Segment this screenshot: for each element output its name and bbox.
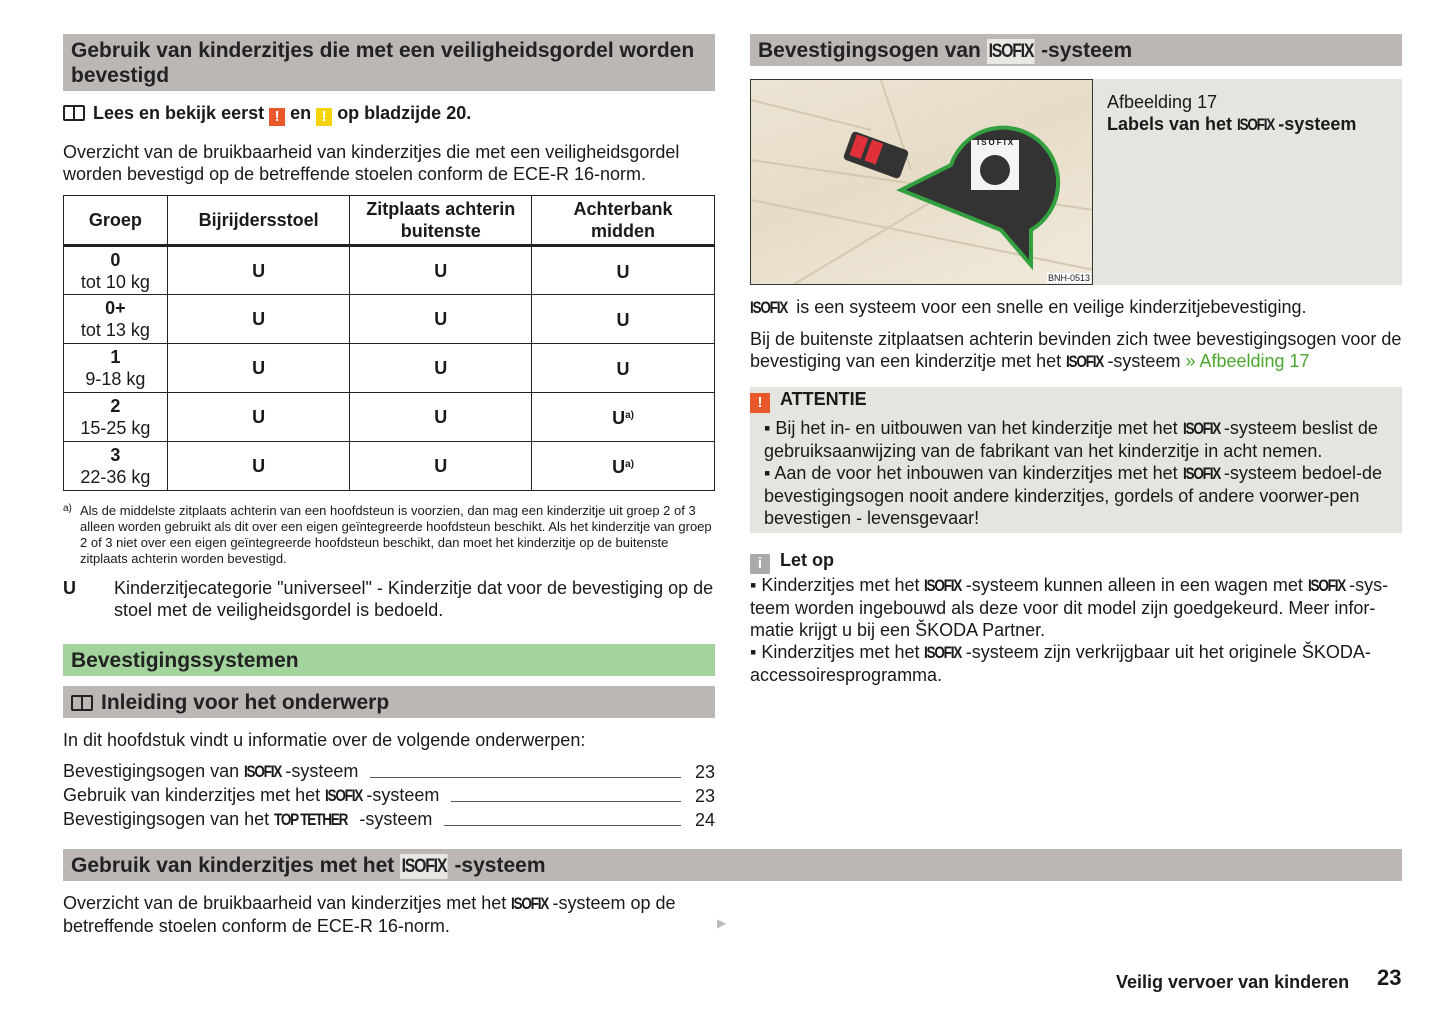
category-cell [350, 393, 532, 442]
category-cell [532, 344, 715, 393]
footnote-ref: a) [625, 459, 634, 470]
toc-text: Bevestigingsogen van [63, 761, 245, 781]
text: Kinderzitjes met het [761, 642, 925, 662]
warning-icon: ! [269, 108, 285, 126]
category-cell [350, 442, 532, 491]
table-row [64, 295, 715, 344]
text: Bij de buitenste zitplaatsen achterin bevinden zich twee bevestigingsogen voor de bevestiging van een kinderzitje met het [750, 329, 1402, 371]
continue-arrow-icon: ▶ [717, 916, 727, 930]
group-cell [64, 442, 168, 491]
attention-box [750, 387, 1402, 533]
text: Overzicht van de bruikbaarheid van kinderzitjes met het [63, 893, 512, 913]
isofix-logo: ISOFIX [1182, 419, 1220, 438]
group-number: 3 [110, 445, 121, 465]
footnote-ref: a) [625, 410, 634, 421]
toc-leader [451, 801, 681, 802]
seat-table [63, 195, 715, 491]
isofix-seat-image [750, 79, 1093, 285]
heading-text: Gebruik van kinderzitjes met het [71, 854, 401, 877]
group-cell [64, 246, 168, 295]
read-text: op bladzijde 20. [337, 103, 472, 123]
category-value: U [434, 456, 448, 476]
isofix-description [750, 296, 1405, 319]
text: Bij het in- en uitbouwen van het kinderzitje met het [775, 418, 1183, 438]
topic-title: Inleiding voor het onderwerp [101, 691, 390, 714]
table-row [64, 442, 715, 491]
category-value: U [616, 310, 630, 330]
group-cell [64, 393, 168, 442]
read-text: Lees en bekijk eerst [93, 103, 265, 123]
isofix-logo: ISOFIX [1307, 576, 1346, 595]
table-header-row [64, 196, 715, 246]
attention-item: ▪ Aan de voor het inbouwen van kinderzitjes met het ISOFIX -systeem bedoel-de bevestigingsogen nooit andere kinderzitjes, gordels of andere voorwer-pen bevestigen - levensgevaar! [764, 463, 1382, 528]
note-item: ▪ Kinderzitjes met het ISOFIX -systeem kunnen alleen in een wagen met ISOFIX -sys-teem worden ingebouwd als deze voor dit model zijn goedgekeurd. Meer infor-matie krijgt u bij een ŠKODA Partner. [750, 575, 1389, 640]
top-tether-logo: TOP TETHER [274, 810, 348, 829]
category-value: U [612, 408, 626, 428]
isofix-intro [63, 892, 703, 937]
text: -systeem [1278, 114, 1357, 134]
col-header: Zitplaats achterin buitenste [350, 196, 532, 246]
isofix-label-text: ISOFIX [977, 138, 1016, 147]
text: -systeem bedoel-de bevestigingsogen nooit andere kinderzitjes, gordels of andere voorwer-pen bevestigen - levensgevaar! [764, 463, 1382, 528]
category-value: U [434, 260, 448, 281]
toc-item[interactable] [63, 807, 715, 831]
table-row [64, 393, 715, 442]
seat-illustration [751, 80, 1093, 285]
toc-list [63, 759, 715, 831]
text: -systeem op de betreffende stoelen conform de ECE-R 16-norm. [63, 893, 676, 936]
image-code: BNH-0513 [1047, 273, 1090, 283]
toc-item[interactable] [63, 759, 715, 783]
category-cell [167, 393, 350, 442]
text: -systeem beslist de gebruiksaanwijzing van de fabrikant van het kinderzitje in acht nemen. [764, 418, 1378, 461]
note-title: Let op [780, 550, 834, 570]
category-cell [532, 442, 715, 491]
warning-icon: ! [750, 393, 770, 413]
toc-text: -systeem [359, 809, 433, 829]
category-value: U [252, 358, 266, 378]
toc-page: 24 [694, 810, 715, 830]
figure-link[interactable]: » Afbeelding 17 [1185, 351, 1310, 371]
heading-text: Bevestigingsogen van [758, 39, 987, 62]
note-item: ▪ Kinderzitjes met het ISOFIX -systeem zijn verkrijgbaar uit het originele ŠKODA-accessoiresprogramma. [750, 642, 1371, 685]
group-number: 0+ [105, 298, 126, 318]
toc-leader [370, 777, 681, 778]
isofix-logo: ISOFIX [1237, 115, 1275, 134]
topic-heading [63, 686, 715, 718]
section-heading-seatbelt: Gebruik van kinderzitjes die met een veiligheidsgordel worden bevestigd [63, 34, 715, 91]
section-bevestigingssystemen: Bevestigingssystemen [63, 644, 715, 676]
category-value: U [434, 358, 448, 378]
footer-title: Veilig vervoer van kinderen [1116, 972, 1350, 992]
isofix-logo: ISOFIX [924, 576, 962, 595]
category-cell [350, 344, 532, 393]
read-first-line [63, 102, 471, 126]
table-row [64, 246, 715, 295]
category-value: U [616, 359, 630, 379]
isofix-logo: ISOFIX [924, 643, 962, 662]
col-header: Achterbank midden [532, 196, 715, 246]
toc-page: 23 [694, 786, 715, 806]
note-icon: ! [316, 108, 332, 126]
group-number: 0 [110, 249, 121, 270]
category-value: U [434, 309, 448, 329]
figure-number: Afbeelding 17 [1107, 92, 1218, 112]
category-value: U [252, 407, 266, 427]
isofix-logo: ISOFIX [325, 786, 363, 805]
category-cell [167, 246, 350, 295]
isofix-logo: ISOFIX [1066, 352, 1104, 371]
text: is een systeem voor een snelle en veilige kinderzitjebevestiging. [791, 297, 1307, 317]
group-cell [64, 344, 168, 393]
text: Aan de voor het inbouwen van kinderzitjes met het [774, 463, 1183, 483]
category-cell [532, 246, 715, 295]
group-weight: 15-25 kg [80, 418, 151, 438]
table-row [64, 344, 715, 393]
isofix-logo: ISOFIX [511, 894, 549, 913]
category-value: U [252, 260, 266, 281]
group-weight: 9-18 kg [85, 369, 146, 389]
page-number: 23 [1377, 965, 1402, 990]
category-cell [350, 295, 532, 344]
info-icon: i [750, 554, 770, 574]
read-text: en [290, 103, 312, 123]
isofix-logo: ISOFIX [244, 762, 282, 781]
group-number: 1 [110, 347, 121, 367]
toc-leader [444, 825, 681, 826]
toc-page: 23 [694, 762, 715, 782]
footnote [63, 503, 718, 567]
heading-text: -systeem [1041, 39, 1133, 62]
toc-text: Gebruik van kinderzitjes met het [63, 785, 326, 805]
legend-text: Kinderzitjecategorie "universeel" - Kinderzitje dat voor de bevestiging op de stoel met de veiligheidsgordel is bedoeld. [114, 578, 714, 620]
text: Kinderzitjes met het [761, 575, 925, 595]
toc-text: Bevestigingsogen van het [63, 809, 275, 829]
note-body [750, 574, 1405, 686]
book-icon [63, 105, 85, 121]
isofix-logo: ISOFIX [988, 41, 1033, 62]
col-header: Bijrijdersstoel [167, 196, 350, 246]
category-cell [532, 295, 715, 344]
footnote-text: Als de middelste zitplaats achterin van een hoofdsteun is voorzien, dan mag een kinderzitje uit groep 2 of 3 alleen worden gebruikt als dit over een eigen geïntegreerde hoofdsteun beschikt. Als het kinderzitje van groep 2 of 3 niet over een eigen geïntegreerde hoofdsteun beschikt, dan moet het kinderzitje op de buitenste zitplaats achterin worden bevestigd. [80, 503, 712, 566]
isofix-location [750, 328, 1405, 373]
text: Labels van het [1107, 114, 1238, 134]
section-heading-isofix-use [63, 849, 1402, 881]
note-heading [750, 549, 834, 574]
category-value: U [434, 407, 448, 427]
group-weight: tot 10 kg [80, 271, 150, 292]
topic-intro: In dit hoofdstuk vindt u informatie over de volgende onderwerpen: [63, 730, 586, 750]
category-value: U [612, 457, 626, 477]
book-icon [71, 695, 93, 711]
group-weight: tot 13 kg [80, 320, 150, 340]
text: -sys-teem worden ingebouwd als deze voor dit model zijn goedgekeurd. Meer infor-matie krijgt u bij een ŠKODA Partner. [750, 575, 1389, 640]
isofix-logo: ISOFIX [1182, 464, 1220, 483]
category-cell [167, 295, 350, 344]
isofix-logo: ISOFIX [750, 298, 788, 317]
group-weight: 22-36 kg [80, 467, 151, 487]
category-cell [532, 393, 715, 442]
group-cell [64, 295, 168, 344]
group-number: 2 [110, 396, 121, 416]
category-value: U [252, 456, 266, 476]
category-cell [350, 246, 532, 295]
attention-item: ▪ Bij het in- en uitbouwen van het kinderzitje met het ISOFIX -systeem beslist de gebruiksaanwijzing van de fabrikant van het kinderzitje in acht nemen. [764, 418, 1378, 461]
intro-paragraph: Overzicht van de bruikbaarheid van kinderzitjes die met een veiligheidsgordel worden bevestigd op de betreffende stoelen conform de ECE-R 16-norm. [63, 142, 680, 184]
category-value: U [252, 309, 266, 329]
text: -systeem [1107, 351, 1186, 371]
toc-item[interactable] [63, 783, 715, 807]
section-heading-isofix-eyes [750, 34, 1402, 66]
text: -systeem kunnen alleen in een wagen met [965, 575, 1308, 595]
isofix-logo: ISOFIX [401, 856, 447, 877]
footnote-mark: a) [63, 503, 72, 514]
attention-title: ATTENTIE [780, 389, 867, 409]
text: -systeem zijn verkrijgbaar uit het originele ŠKODA-accessoiresprogramma. [750, 642, 1371, 685]
category-cell [167, 344, 350, 393]
figure-caption [1107, 113, 1356, 136]
toc-text: -systeem [285, 761, 359, 781]
legend-key: U [63, 578, 76, 598]
category-cell [167, 442, 350, 491]
category-value: U [616, 261, 630, 282]
heading-text: -systeem [454, 854, 546, 877]
col-header: Groep [64, 196, 168, 246]
toc-text: -systeem [366, 785, 440, 805]
